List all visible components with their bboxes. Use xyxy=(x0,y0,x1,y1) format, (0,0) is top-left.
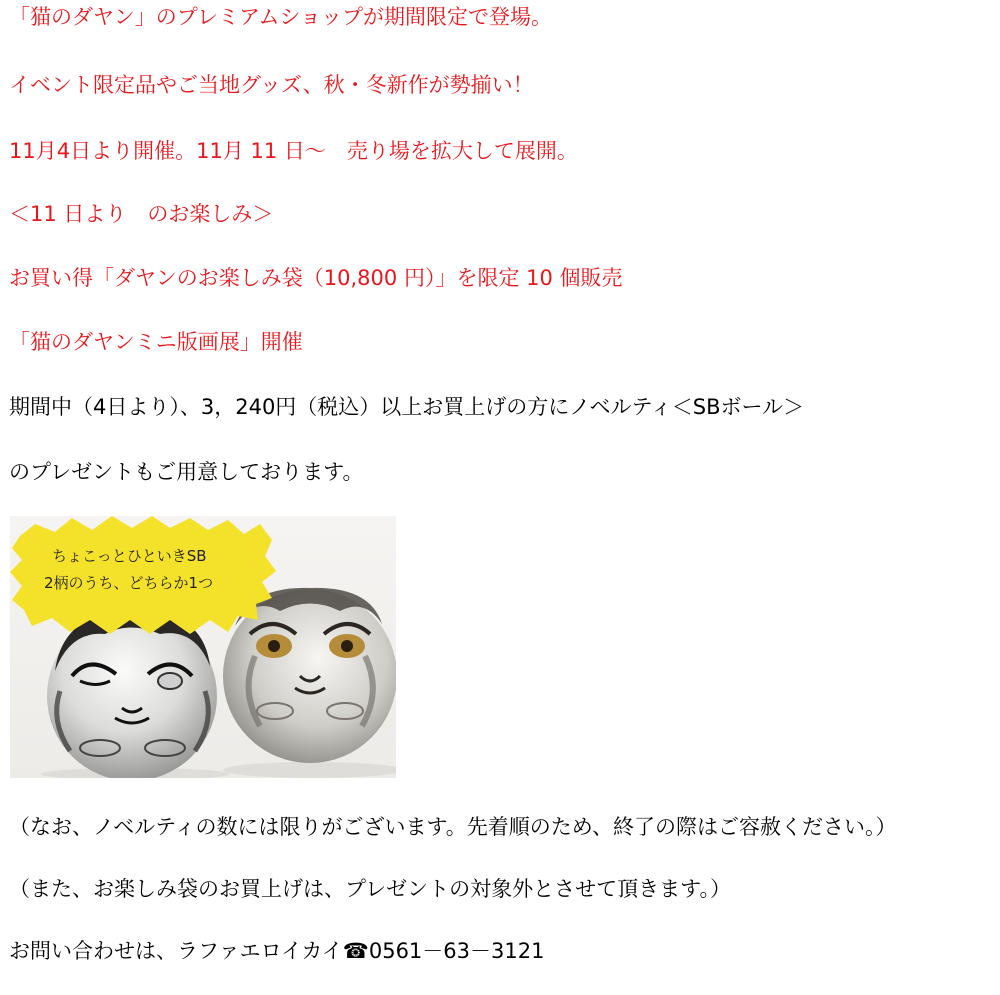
note-lucky-bag-excluded: （また、お楽しみ袋のお買上げは、プレゼントの対象外とさせて頂きます。） xyxy=(9,877,731,901)
note-limited-quantity: （なお、ノベルティの数には限りがございます。先着順のため、終了の際はご容赦ください。） xyxy=(9,815,897,839)
starburst-label xyxy=(10,516,276,634)
print-exhibition: 「猫のダヤンミニ版画展」開催 xyxy=(9,330,303,354)
lucky-bag-offer: お買い得「ダヤンのお楽しみ袋（10,800 円）」を限定 10 個販売 xyxy=(9,266,623,290)
novelty-condition: 期間中（4日より）、3，240円（税込）以上お買上げの方にノベルティ＜SBボール＞ xyxy=(9,395,805,419)
cat-ball-left xyxy=(40,611,230,778)
burst-text-line2: 2柄のうち、どちらか1つ xyxy=(44,574,214,592)
headline-products: イベント限定品やご当地グッズ、秋・冬新作が勢揃い！ xyxy=(9,73,534,97)
event-dates: 11月4日より開催。11月 11 日～ 売り場を拡大して展開。 xyxy=(9,139,578,163)
burst-text-line1: ちょこっとひといきSB xyxy=(52,547,207,565)
novelty-present: のプレゼントもご用意しております。 xyxy=(9,460,364,484)
contact-info: お問い合わせは、ラファエロイカイ☎0561－63－3121 xyxy=(9,939,545,963)
headline-shop-announcement: 「猫のダヤン」のプレミアムショップが期間限定で登場。 xyxy=(9,5,553,29)
special-heading: ＜11 日より のお楽しみ＞ xyxy=(9,202,274,226)
sb-ball-photo xyxy=(10,516,396,778)
